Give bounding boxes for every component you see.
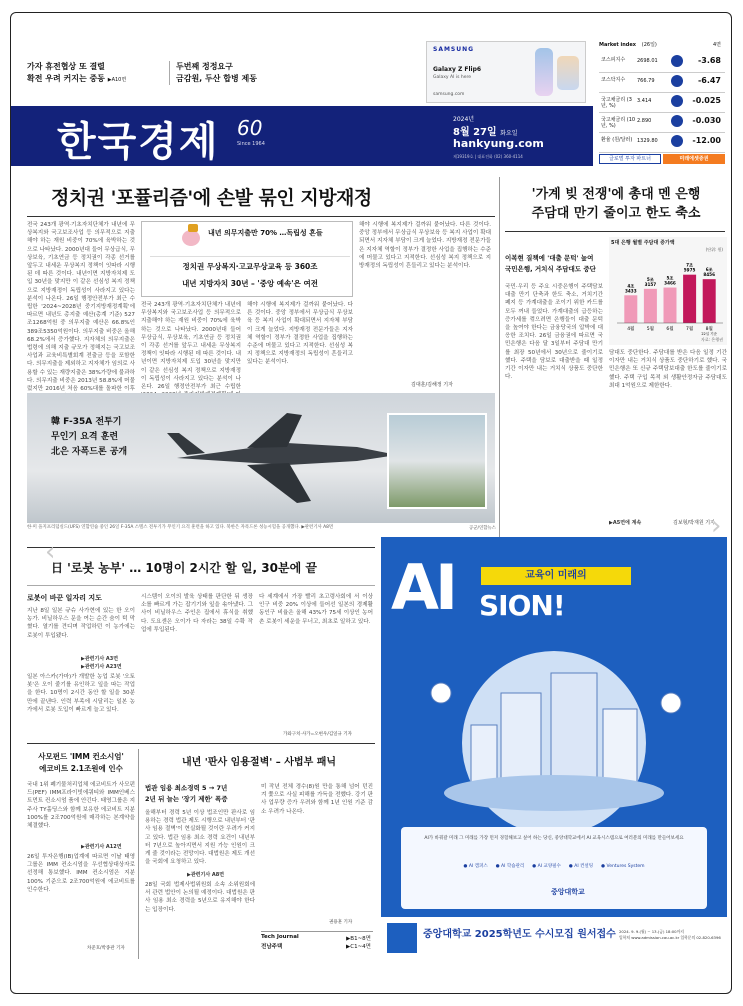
campus-illustration-icon <box>381 633 727 823</box>
lead-sub2: 내년 지방자치 30년 – '중앙 예속'은 여전 <box>182 279 318 288</box>
farm-headline[interactable]: 日 '로봇 농부' … 10명이 2시간 할 일, 30분에 끝 <box>51 561 317 575</box>
chart-data-label: 8456 <box>703 272 716 278</box>
photo-title1: 韓 F-35A 전투기 <box>51 417 122 427</box>
photo-title <box>51 415 161 460</box>
samsung-ad-product: Galaxy Z Flip6 <box>433 66 482 73</box>
farm-byline: 가와구치·사가=오현우/김일규 기자 <box>283 732 353 737</box>
lead-body-col1: 전국 243개 광역·기초자치단체가 내년에 무상복지와 국고보조사업 등 의무적으로 지출해야 하는 재원 비중이 70%에 육박하는 것으로 나타났다. 2000년대 들어 무상급식, 무상보육, 기초연금 등 정치권이 각종 선거를 앞두고 내세운 무상복지 정책이 잇따라 시행된 데 따른 것이다. 내년이면 지방자치제 도입 30년을 맞지만 이 같은 선심성 복지 정책으로 지방재정이 독립성이 사라지고 있다는 분석이 나온다. 26일 행정안전부가 최근 수립한 '2024~2028년 중기지방재정계획'에 따르면 내년도 총지출 예산(총계 기준) 527조1268억원 중 의무지출 예산은 66.8%인 389조5350억원이다. 의무지출 비중은 올해 68.2%에서 증가했다. 지자체의 의무지출은 법령에 의해 지출 규모가 정해지는 국고보조사업과 교육비특별회계 전출금 등을 포함한다. 의무지출을 제외하고 지자체가 임의로 사용할 수 있는 재량지출은 38%가량에 불과하다. 의무지출 비중은 2013년 58.8%에 머물렀지만 2016년 처음 60%대를 돌파한 이후 <box>27 222 135 393</box>
photo-credit: 공군/연합뉴스 <box>469 526 496 531</box>
chart-data-label: 5조 <box>646 276 654 282</box>
photo-title3: 北은 자폭드론 공개 <box>51 447 128 457</box>
samsung-ad-sub: Galaxy AI is here <box>433 75 472 80</box>
drone-inset-photo[interactable] <box>387 413 487 509</box>
judge-body-col2: 28일 국회 법제사법위원회 소속 소위원회에서 관련 법안이 논의될 예정이다. 대법원은 판사 임용 최소 경력을 5년으로 유지해야 한다는 입장이다. <box>145 882 255 913</box>
masthead-issue: 제19319호 | 대표전화 (02) 360-4114 <box>453 154 523 159</box>
cau-ad-tags <box>411 863 697 869</box>
chevron-right-icon[interactable]: › <box>711 511 722 541</box>
saphy-body-col1: 국내 1위 폐기물처리업체 에코비트가 사모펀드(PEF) IMM프라이빗에쿼티와 IMM인베스트먼트 컨소시엄 품에 안긴다. 태영그룹은 지주사 TY홀딩스와 함께 보유한 에코비트 지분 100%를 2조700억원에 매각하는 본계약을 체결했다. <box>27 782 135 830</box>
rate-chart-note: 자료: 은행권 <box>701 337 723 342</box>
rate-lead1: 이복현 질책에 '대출 문턱' 높여 <box>505 254 594 262</box>
lead-byline: 김대훈/김해정 기자 <box>411 382 453 388</box>
rate-ref[interactable]: ▶A5면에 계속 <box>609 520 642 526</box>
market-row-change: -0.030 <box>692 116 721 125</box>
saphy-body-col2: 26일 투자은행(IB)업계에 따르면 이날 태영그룹은 IMM 컨소시엄을 우선협상대상자로 선정해 통보했다. IMM 컨소시엄은 지분 100% 기준으로 2조700억원에 에코비트를 인수한다. <box>27 854 135 893</box>
judge-ref[interactable]: ▶관련기사 A8면 <box>187 872 225 878</box>
farm-sub: 로봇이 바꾼 일자리 지도 <box>27 594 102 602</box>
masthead <box>11 106 593 166</box>
market-row[interactable] <box>599 74 725 93</box>
saphy-headline1: 사모펀드 'IMM 컨소시엄' <box>38 752 124 761</box>
rate-lead <box>505 253 603 275</box>
chart-bar <box>703 279 716 323</box>
farm-body-col1: 일본 아스카(가마)가 개발한 농업 로봇 '오토봇'은 오이 줄기를 유인하고 잎을 따는 작업을 한다. 10명이 2시간 동안 할 일을 30분 만에 끝낸다. 인력 부족에 시달리는 일본 농가에서 로봇 도입이 빠르게 늘고 있다. <box>27 674 135 713</box>
market-row-change: -12.00 <box>692 136 721 145</box>
rate-body-col1: 국민·우리 등 주요 시중은행이 주택담보대출 만기 단축과 한도 축소, 거치기간 폐지 등 가계대출을 조이기 위한 카드를 모두 꺼내 들었다. 가계대출의 급등하는 증가세를 꺾으려면 은행들이 대출 문턱을 높여야 한다는 금융당국의 압박에 대응한 조치다. 26일 금융권에 따르면 국민은행은 다음 달 3일부터 주담대 만기를 최장 50년에서 30년으로 줄이기로 했다. 주택을 담보로 대출받을 때 일정 기간 이자만 내는 거치식 상품도 중단한다. <box>505 284 603 381</box>
cau-ad-vision: SION! <box>479 589 565 622</box>
market-index-date: (26일) <box>641 42 657 48</box>
judge-headline[interactable]: 내년 '판사 임용절벽' – 사법부 패닉 <box>181 757 337 768</box>
judge-sub2: 2년 뒤 늘는 '장기 제한' 폭증 <box>145 795 228 803</box>
market-row-change: -0.025 <box>692 96 721 105</box>
masthead-date: 8월 27일 <box>453 127 497 138</box>
trend-down-icon <box>671 95 683 107</box>
index-tech-name: Tech Journal <box>261 934 299 940</box>
lead-body-col3: 해야 시행에 복지제가 걸까워 붙어났다. 다른 것이다. 중앙 정부에서 무상급식 무상보육 등 복지 사업이 확대되면서 지자체 부담이 크게 늘었다. 지방재정 전문가들은 지자체 역할이 정부가 결정한 사업을 집행하는 수준에 머물고 있다고 지적한다. 선심성 복지 정책으로 지방재정의 독립성이 흔들리고 있다는 분석이다. <box>247 302 353 366</box>
masthead-year: 2024년 <box>453 116 475 123</box>
farm-intro: 지난 8일 일본 규슈 사가현에 있는 한 오이 농가. 비닐하우스 문을 여는 순간 숨이 턱 막혔다. 열기를 견디며 작업하던 이 농가에는 로봇이 투입됐다. <box>27 608 135 639</box>
market-row-value: 2.890 <box>637 118 652 124</box>
market-index-page: 4면 <box>712 42 721 48</box>
market-row-value: 2698.01 <box>637 58 658 64</box>
chart-bar <box>683 275 696 323</box>
photo-title2: 무인기 요격 훈련 <box>51 432 119 442</box>
index-tech-ref: ▶B1~8면 <box>346 936 371 942</box>
index-row-housing[interactable] <box>261 942 373 950</box>
saphy-headline[interactable] <box>27 751 135 775</box>
trend-down-icon <box>671 135 683 147</box>
market-index-title: Market index <box>599 42 636 48</box>
cau-ad-tagline: AI가 바꿔갈 미래 그 미래를 가장 먼저 경험해보고 싶어 하는 당신, 중앙대학교에서 AI 교육시스템으로 여러분의 미래를 만들어보세요 <box>424 836 684 841</box>
section-index <box>261 931 373 950</box>
phone-folded-icon <box>557 56 579 90</box>
market-row-change: -3.68 <box>697 56 721 65</box>
cau-ad-footer-title: 중앙대학교 2025학년도 수시모집 원서접수 <box>423 929 616 940</box>
teaser-gaza-line2: 확전 우려 커지는 중동 <box>27 74 105 83</box>
judge-body-col3: 미 작년 전체 경수(8)원 만을 통해 넘어 던진 겨 쫓으로 사실 피해를 가득을 전했다. 강기 판사 업무량 증가 우려와 함께 1년 인원 기준 감소 우려가 나온다. <box>261 784 373 815</box>
masthead-date-row <box>453 123 518 138</box>
chart-data-label: 3433 <box>624 288 637 294</box>
chart-category-label: 6월 <box>666 327 674 332</box>
farm-body-col2: 시스템이 오이의 발육 상태를 판단한 뒤 생장소를 빠르게 가는 잡기기와 잎을 솎아냈다. 그 사이 비닐하우스 주인은 집에서 휴식을 취했다. 도요센은 오이가 다 자라는 38일 수확 작업에 투입된다. <box>141 594 253 633</box>
rate-headline1: '가계 빚 전쟁'에 총대 멘 은행 <box>531 187 701 202</box>
market-row[interactable] <box>599 134 725 153</box>
lead-sub1: 정치권 무상복지·고교무상교육 등 360조 <box>150 256 350 272</box>
cau-ad-footer-info <box>619 929 723 940</box>
saphy-headline2: 에코비트 2.1조원에 인수 <box>39 764 123 773</box>
cau-ad-tag: ● AI 컨설팅 <box>568 864 594 869</box>
cau-ad-banner: 교육이 미래의 <box>481 567 631 585</box>
photo-caption: 한·미 을지프리덤실드(UFS) 연합연습 중인 26일 F-35A 스텔스 전투기가 무인기 요격 훈련을 하고 있다. 북한은 자폭드론 성능시험을 공개했다. ▶관련기사 A8면 <box>27 525 334 530</box>
cau-ad-tag: ● AI 학습관리 <box>495 864 525 869</box>
chart-data-label: 4조 <box>627 283 635 289</box>
rate-body-col2: 담대도 중단한다. 주담대를 받은 다음 일정 기간 이자만 내는 거치식 상품도 중단하기로 했다. 국민은행은 또 신규 주택담보대출 한도를 줄이기로 했다. 주택 구입 목적 외 생활안정자금 주담대도 최대 1억원으로 제한한다. <box>609 350 727 389</box>
chart-data-label: 7조 <box>686 262 694 268</box>
cau-ad-tag: ● AI 교양필수 <box>532 864 561 869</box>
lead-body-col4: 해야 시행에 복지제가 걸까워 붙어났다. 다른 것이다. 중앙 정부에서 무상급식 무상보육 등 복지 사업이 확대되면서 지자체 부담이 크게 늘었다. 지방재정 전문가들은 지자체 역할이 정부가 결정한 사업을 집행하는 수준에 머물고 있다고 지적한다. 선심성 복지 정책으로 지방재정의 독립성이 흔들리고 있다는 분석이다. <box>359 222 491 270</box>
chart-category-label: 4월 <box>627 327 635 332</box>
jet-silhouette-icon <box>157 403 407 513</box>
trend-down-icon <box>671 115 683 127</box>
cau-ad-logo: 중앙대학교 <box>551 888 585 896</box>
chart-bar <box>644 289 657 323</box>
cau-ad-footer-date: 2024. 9. 9.(월) ~ 13.(금) 18:00까지 <box>619 929 684 934</box>
phone-image-icon <box>535 48 553 96</box>
market-row-value: 3.414 <box>637 98 652 104</box>
lead-subhead-box <box>141 221 353 297</box>
teaser-doosan[interactable] <box>169 61 289 85</box>
judge-byline: 권용훈 기자 <box>329 920 353 925</box>
masthead-anniv-logo: 60 <box>237 116 263 140</box>
chart-category-label: 7월 <box>685 327 694 332</box>
cau-ad-tag: ● AI 캠퍼스 <box>463 864 488 869</box>
chart-data-label: 5조 <box>666 275 674 281</box>
rate-chart-title: 5대 은행 월별 주담대 증가액 <box>611 240 675 246</box>
cau-ad-ai-logo: AI <box>391 551 455 624</box>
masthead-title[interactable]: 한국경제 <box>57 118 220 165</box>
market-row[interactable] <box>599 114 725 133</box>
masthead-since: Since 1964 <box>237 141 265 147</box>
rate-chart <box>609 237 727 345</box>
rate-byline: 김보형/박재원 기자 <box>673 520 715 526</box>
market-row[interactable] <box>599 94 725 113</box>
lead-box-title: 내년 의무지출만 70% …독립성 흔들 <box>208 229 323 237</box>
market-row[interactable] <box>599 54 725 73</box>
samsung-ad-brand: SAMSUNG <box>433 46 475 53</box>
saphy-ref[interactable]: ▶관련기사 A12면 <box>81 844 122 850</box>
market-row-name: 코스피지수 <box>601 57 626 63</box>
market-row-value: 1329.80 <box>637 138 658 144</box>
farm-body-col3: 다 세계에서 가장 빨리 초고령사회에 서 이상 인구 비중 20% 이상에 들어선 일본의 경제활동인구 비율은 올해 43%가 75세 이상인 농어촌 로봇이 세운을 무너고, 최초로 일하고 있다. <box>259 594 373 625</box>
pig-illustration-icon <box>180 224 204 252</box>
market-row-name: 국고채금리 (3년, %) <box>601 97 632 109</box>
newspaper-page <box>10 12 732 994</box>
index-housing-name: 전남주택 <box>261 944 283 950</box>
chart-data-label: 3466 <box>664 280 676 286</box>
cau-ad-footer-contact: 입학처 www.admission.cau.ac.kr 입학문의 02-820-6396 <box>619 934 721 940</box>
teaser-doosan-line1: 두번째 정정요구 <box>176 62 233 71</box>
market-row-name: 국고채금리 (10년, %) <box>601 117 636 129</box>
market-row-value: 766.79 <box>637 78 655 84</box>
rate-headline2: 주담대 만기 줄이고 한도 축소 <box>531 206 701 221</box>
judge-sub <box>145 783 255 805</box>
market-partner-button[interactable]: 글로벌 투자 파트너 <box>599 154 661 164</box>
index-housing-ref: ▶C1~4면 <box>346 944 371 950</box>
judge-body-col1: 올해부터 경력 5년 이상 법조인만 판사로 임용하는 경력 법관 제도 시행으로 내년부터 '판사 임용 절벽'이 현실화될 것이란 우려가 커지고 있다. 법관 임용 최소 경력 요건이 내년부터 7년으로 높아지면서 지원 가능 인원이 크게 줄 것이라는 전망이다. 대법원은 제도 개선을 국회에 요청하고 있다. <box>145 810 255 866</box>
chart-bar <box>664 288 677 323</box>
chart-data-label: 3157 <box>644 281 657 287</box>
farm-ref2[interactable]: ▶관련기사 A23면 <box>81 664 122 670</box>
market-row-change: -6.47 <box>697 76 721 85</box>
samsung-ad-url: samsung.com <box>433 92 465 97</box>
cau-ad-info-box <box>401 827 707 909</box>
chart-category-label: 8월 <box>705 327 713 332</box>
chart-category-note: 22일 기준 <box>701 332 718 336</box>
cau-ad-footer <box>381 917 727 961</box>
mirae-asset-button[interactable]: 미래에셋증권 <box>663 154 725 164</box>
market-row-name: 코스닥지수 <box>601 77 626 83</box>
rate-headline[interactable] <box>505 185 727 223</box>
lead-headline[interactable]: 정치권 '포퓰리즘'에 손발 묶인 지방재정 <box>51 187 372 209</box>
cau-ad-tag: ● Ventures System <box>601 864 645 869</box>
samsung-ad[interactable] <box>426 41 586 103</box>
lead-body-col2: 전국 243개 광역·기초자치단체가 내년에 무상복지와 국고보조사업 등 의무적으로 지출해야 하는 재원 비중이 70%에 육박하는 것으로 나타났다. 2000년대 들어 무상급식, 무상보육, 기초연금 등 정치권이 각종 선거를 앞두고 내세운 무상복지 정책이 잇따라 시행된 데 따른 것이다. 내년이면 지방자치제 도입 30년을 맞지만 이 같은 선심성 복지 정책으로 지방재정이 독립성이 사라지고 있다는 분석이 나온다. 26일 행정안전부가 최근 수립한 <box>141 302 241 391</box>
chevron-left-icon[interactable]: ‹ <box>45 537 56 567</box>
rate-lead2: 국민은행, 거치식 주담대도 중단 <box>505 265 596 273</box>
farm-ref1[interactable]: ▶관련기사 A3면 <box>81 656 119 662</box>
index-row-tech[interactable] <box>261 934 373 940</box>
cau-emblem-icon <box>387 923 417 953</box>
judge-sub1: 법관 임용 최소경력 5 → 7년 <box>145 784 228 792</box>
teaser-gaza-ref: ▶A10면 <box>107 77 127 83</box>
masthead-weekday: 화요일 <box>500 130 518 137</box>
trend-down-icon <box>671 55 683 67</box>
chart-data-label: 5975 <box>683 267 696 273</box>
market-index-header <box>599 41 725 53</box>
rate-chart-svg <box>609 247 727 339</box>
teaser-doosan-line2: 금감원, 두산 합병 제동 <box>176 74 257 83</box>
chart-bar <box>624 295 637 323</box>
masthead-url[interactable]: hankyung.com <box>453 137 544 150</box>
teaser-gaza[interactable] <box>27 61 157 86</box>
f35-photo[interactable] <box>27 393 495 523</box>
chart-data-label: 6조 <box>705 267 713 273</box>
cau-ad[interactable] <box>381 537 727 961</box>
chart-category-label: 5월 <box>646 327 655 332</box>
trend-down-icon <box>671 75 683 87</box>
saphy-byline: 차준호/박종관 기자 <box>87 946 125 951</box>
rate-chart-unit: (단위: 원) <box>705 247 723 252</box>
teaser-gaza-line1: 가자 휴전협상 또 결렬 <box>27 62 105 71</box>
market-row-name: 환율 (원/달러) <box>601 137 633 143</box>
